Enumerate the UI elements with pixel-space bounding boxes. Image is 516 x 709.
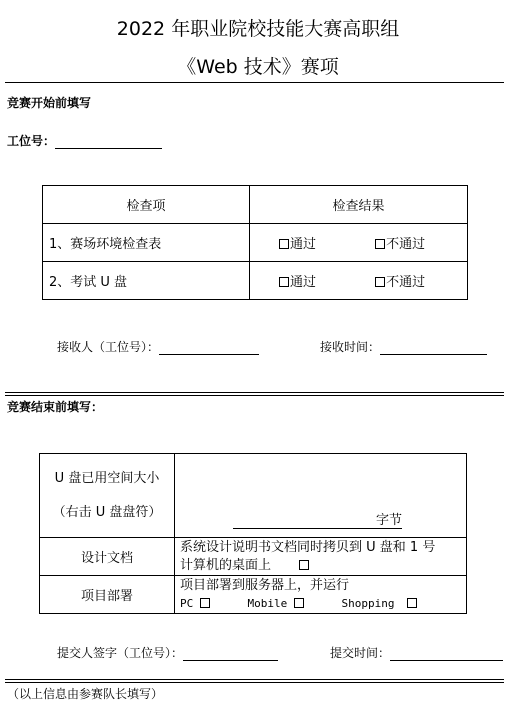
submitter-label: 提交人签字（工位号）： <box>57 646 184 660</box>
checkbox-icon[interactable] <box>407 598 417 608</box>
check-row-item: 1、赛场环境检查表 <box>43 224 250 262</box>
divider <box>5 679 504 680</box>
receiver-field[interactable] <box>159 340 259 355</box>
submit-time-label: 提交时间： <box>330 646 391 660</box>
design-doc-label: 设计文档 <box>40 538 175 576</box>
checkbox-icon[interactable] <box>375 277 385 287</box>
design-doc-cell: 系统设计说明书文档同时拷贝到 U 盘和 1 号 计算机的桌面上 <box>175 538 467 576</box>
deploy-cell: 项目部署到服务器上，并运行 PC Mobile Shopping <box>175 576 467 614</box>
worker-id-field[interactable] <box>55 134 162 149</box>
document-subtitle: 《Web 技术》赛项 <box>177 56 339 78</box>
footer-note: （以上信息由参赛队长填写） <box>7 687 164 701</box>
check-header-result: 检查结果 <box>250 186 468 224</box>
pass-option[interactable]: 通过 <box>279 237 316 252</box>
usb-space-label: U 盘已用空间大小 （右击 U 盘盘符） <box>40 454 175 538</box>
end-table <box>39 453 467 614</box>
fail-option[interactable]: 不通过 <box>375 237 425 252</box>
worker-id-label: 工位号： <box>7 134 56 148</box>
receiver-row <box>57 338 259 355</box>
worker-id-row <box>7 132 162 149</box>
check-table <box>42 185 468 300</box>
checkbox-icon[interactable] <box>294 598 304 608</box>
receive-time-row <box>320 338 487 355</box>
deploy-option-shopping[interactable]: Shopping <box>342 597 419 610</box>
fail-option[interactable]: 不通过 <box>375 275 425 290</box>
divider <box>5 82 504 83</box>
submitter-field[interactable] <box>183 646 278 661</box>
usb-space-cell <box>175 454 467 538</box>
receive-time-label: 接收时间： <box>320 340 381 354</box>
usb-unit: 字节 <box>376 513 403 528</box>
divider <box>5 392 504 393</box>
submitter-row <box>57 644 278 661</box>
receive-time-field[interactable] <box>380 340 487 355</box>
deploy-label: 项目部署 <box>40 576 175 614</box>
section-end-heading: 竞赛结束前填写： <box>7 400 104 414</box>
usb-space-field[interactable] <box>233 513 376 529</box>
document-title: 2022 年职业院校技能大赛高职组 <box>116 18 400 40</box>
submit-time-row <box>330 644 503 661</box>
divider <box>5 395 504 396</box>
check-row-result <box>250 262 468 300</box>
checkbox-icon[interactable] <box>279 277 289 287</box>
checkbox-icon[interactable] <box>279 239 289 249</box>
checkbox-icon[interactable] <box>200 598 210 608</box>
check-row-item: 2、考试 U 盘 <box>43 262 250 300</box>
deploy-option-mobile[interactable]: Mobile <box>248 597 305 610</box>
submit-time-field[interactable] <box>390 646 503 661</box>
checkbox-icon[interactable] <box>375 239 385 249</box>
divider <box>5 682 504 683</box>
checkbox-icon[interactable] <box>299 560 309 570</box>
check-row-result <box>250 224 468 262</box>
deploy-option-pc[interactable]: PC <box>180 597 211 610</box>
receiver-label: 接收人（工位号）： <box>57 340 160 354</box>
section-start-heading: 竞赛开始前填写 <box>7 96 92 110</box>
check-header-item: 检查项 <box>43 186 250 224</box>
pass-option[interactable]: 通过 <box>279 275 316 290</box>
